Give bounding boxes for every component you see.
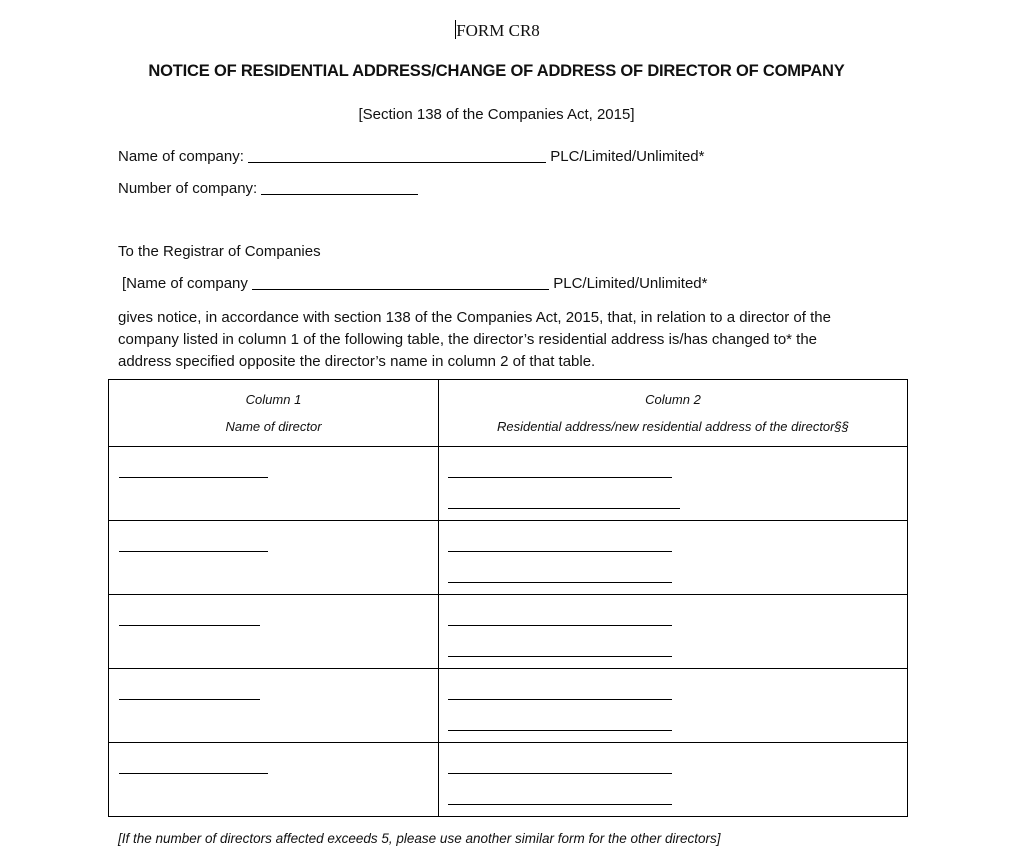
director-name-field[interactable]: [119, 477, 268, 478]
director-name-cell: [109, 595, 439, 669]
company-type-label-2: PLC/Limited/Unlimited*: [553, 275, 708, 292]
column-1-header: [109, 380, 439, 447]
director-name-cell: [109, 669, 439, 743]
company-name-label: Name of company:: [118, 148, 244, 165]
footer-note: [If the number of directors affected exceeds 5, please use another similar form for the other directors]: [118, 831, 721, 846]
director-name-cell: [109, 743, 439, 817]
company-name-bracket-row: [122, 275, 707, 292]
company-type-label: PLC/Limited/Unlimited*: [550, 148, 705, 165]
address-cell: [439, 669, 908, 743]
address-line-1-field[interactable]: [448, 699, 672, 700]
form-number: FORM CR8: [456, 21, 540, 40]
director-name-field[interactable]: [119, 699, 260, 700]
address-line-1-field[interactable]: [448, 477, 672, 478]
address-line-1-field[interactable]: [448, 625, 672, 626]
company-name-field[interactable]: [248, 148, 546, 163]
director-name-field[interactable]: [119, 625, 260, 626]
address-line-1-field[interactable]: [448, 551, 672, 552]
company-name-bracket-field[interactable]: [252, 275, 549, 290]
column-1-subheading: Name of director: [225, 419, 322, 434]
section-reference: [Section 138 of the Companies Act, 2015]: [358, 106, 635, 123]
address-cell: [439, 447, 908, 521]
address-cell: [439, 595, 908, 669]
directors-table: [108, 379, 908, 817]
form-title: NOTICE OF RESIDENTIAL ADDRESS/CHANGE OF ADDRESS OF DIRECTOR OF COMPANY: [148, 62, 845, 80]
column-2-header: [439, 380, 908, 447]
column-2-heading: Column 2: [645, 392, 701, 407]
director-name-cell: [109, 521, 439, 595]
table-header-row: [109, 380, 908, 447]
addressee: To the Registrar of Companies: [118, 243, 321, 260]
address-line-2-field[interactable]: [448, 582, 672, 583]
director-name-field[interactable]: [119, 551, 268, 552]
address-line-2-field[interactable]: [448, 730, 672, 731]
address-line-2-field[interactable]: [448, 508, 680, 509]
company-number-field[interactable]: [261, 180, 418, 195]
column-1-heading: Column 1: [245, 392, 302, 407]
address-cell: [439, 521, 908, 595]
address-line-2-field[interactable]: [448, 656, 672, 657]
column-2-subheading: Residential address/new residential address of the director§§: [497, 419, 849, 434]
table-row: [109, 447, 908, 521]
address-line-1-field[interactable]: [448, 773, 672, 774]
table-row: [109, 669, 908, 743]
company-number-label: Number of company:: [118, 180, 258, 197]
table-row: [109, 521, 908, 595]
director-name-field[interactable]: [119, 773, 268, 774]
table-row: [109, 595, 908, 669]
address-cell: [439, 743, 908, 817]
director-name-cell: [109, 447, 439, 521]
table-row: [109, 743, 908, 817]
company-name-bracket-label: [Name of company: [122, 275, 248, 292]
notice-paragraph: gives notice, in accordance with section 138 of the Companies Act, 2015, that, in relation to a director of the company listed in column 1 of the following table, the director’s residential address is/has changed to* the address specified opposite the director’s name in column 2 of that table.: [118, 309, 831, 370]
company-number-row: [118, 180, 418, 197]
company-name-row: [118, 148, 704, 165]
address-line-2-field[interactable]: [448, 804, 672, 805]
